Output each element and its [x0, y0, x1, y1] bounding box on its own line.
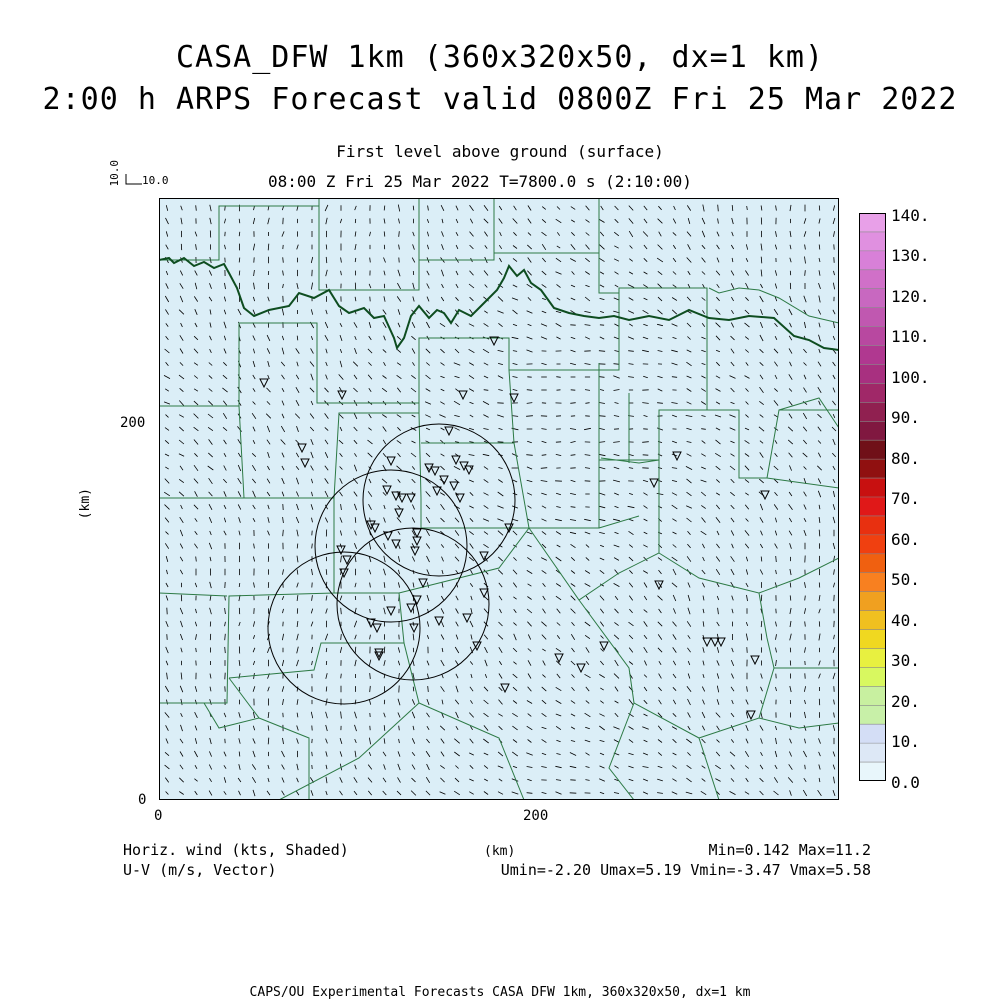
colorbar-label: 90.	[891, 408, 920, 427]
colorbar-label: 50.	[891, 570, 920, 589]
reference-vector-icon	[120, 172, 144, 188]
colorbar-label: 30.	[891, 651, 920, 670]
colorbar-label: 60.	[891, 530, 920, 549]
credit-footer: CAPS/OU Experimental Forecasts CASA DFW 1km, 360x320x50, dx=1 km	[249, 985, 751, 1000]
colorbar-swatch	[859, 251, 886, 270]
colorbar-label: 110.	[891, 327, 930, 346]
colorbar-label: 70.	[891, 489, 920, 508]
shading-legend-text: Horiz. wind (kts, Shaded)	[123, 841, 349, 859]
colorbar-swatch	[859, 762, 886, 781]
colorbar-swatch	[859, 346, 886, 365]
colorbar-label: 0.0	[891, 773, 920, 792]
colorbar-swatch	[859, 705, 886, 724]
colorbar-swatch	[859, 648, 886, 667]
colorbar-swatch	[859, 535, 886, 554]
colorbar-swatch	[859, 667, 886, 686]
x-tick-200: 200	[523, 808, 549, 824]
colorbar-swatch	[859, 611, 886, 630]
x-tick-0: 0	[154, 808, 163, 824]
uv-range-text: Umin=-2.20 Umax=5.19 Vmin=-3.47 Vmax=5.58	[500, 861, 871, 879]
colorbar-label: 80.	[891, 449, 920, 468]
colorbar-swatch	[859, 478, 886, 497]
title-line-2: 2:00 h ARPS Forecast valid 0800Z Fri 25 Mar 2022	[42, 82, 958, 117]
colorbar-label: 140.	[891, 206, 930, 225]
y-tick-0: 0	[138, 792, 147, 808]
colorbar-swatch	[859, 743, 886, 762]
colorbar-swatch	[859, 270, 886, 289]
colorbar-swatch	[859, 421, 886, 440]
colorbar-swatch	[859, 232, 886, 251]
min-max-text: Min=0.142 Max=11.2	[708, 841, 871, 859]
level-subtitle: First level above ground (surface)	[336, 142, 664, 161]
colorbar-swatch	[859, 440, 886, 459]
colorbar-label: 20.	[891, 692, 920, 711]
title-line-1: CASA_DFW 1km (360x320x50, dx=1 km)	[175, 40, 825, 75]
colorbar-swatch	[859, 497, 886, 516]
reference-vector-vertical-label: 10.0	[108, 160, 121, 187]
colorbar-swatch	[859, 516, 886, 535]
colorbar-swatch	[859, 289, 886, 308]
colorbar-label: 10.	[891, 732, 920, 751]
colorbar-swatch	[859, 308, 886, 327]
y-axis-label: (km)	[78, 488, 93, 520]
colorbar-label: 100.	[891, 368, 930, 387]
colorbar-swatch	[859, 213, 886, 232]
colorbar-swatch	[859, 402, 886, 421]
colorbar-swatch	[859, 630, 886, 649]
wind-map-plot	[159, 198, 839, 800]
colorbar-swatch	[859, 364, 886, 383]
vector-legend-text: U-V (m/s, Vector)	[123, 861, 277, 879]
colorbar-swatch	[859, 459, 886, 478]
x-axis-label: (km)	[484, 844, 516, 859]
colorbar-swatch	[859, 327, 886, 346]
colorbar-swatch	[859, 573, 886, 592]
colorbar-swatch	[859, 383, 886, 402]
colorbar-label: 130.	[891, 246, 930, 265]
colorbar-swatch	[859, 724, 886, 743]
colorbar-label: 120.	[891, 287, 930, 306]
colorbar-swatch	[859, 554, 886, 573]
y-tick-200: 200	[120, 415, 146, 431]
reference-vector-horizontal-label: 10.0	[142, 174, 169, 187]
valid-time-subtitle: 08:00 Z Fri 25 Mar 2022 T=7800.0 s (2:10:00)	[268, 172, 692, 191]
colorbar-swatch	[859, 686, 886, 705]
colorbar-swatch	[859, 592, 886, 611]
wind-speed-colorbar	[859, 213, 886, 781]
colorbar-label: 40.	[891, 611, 920, 630]
